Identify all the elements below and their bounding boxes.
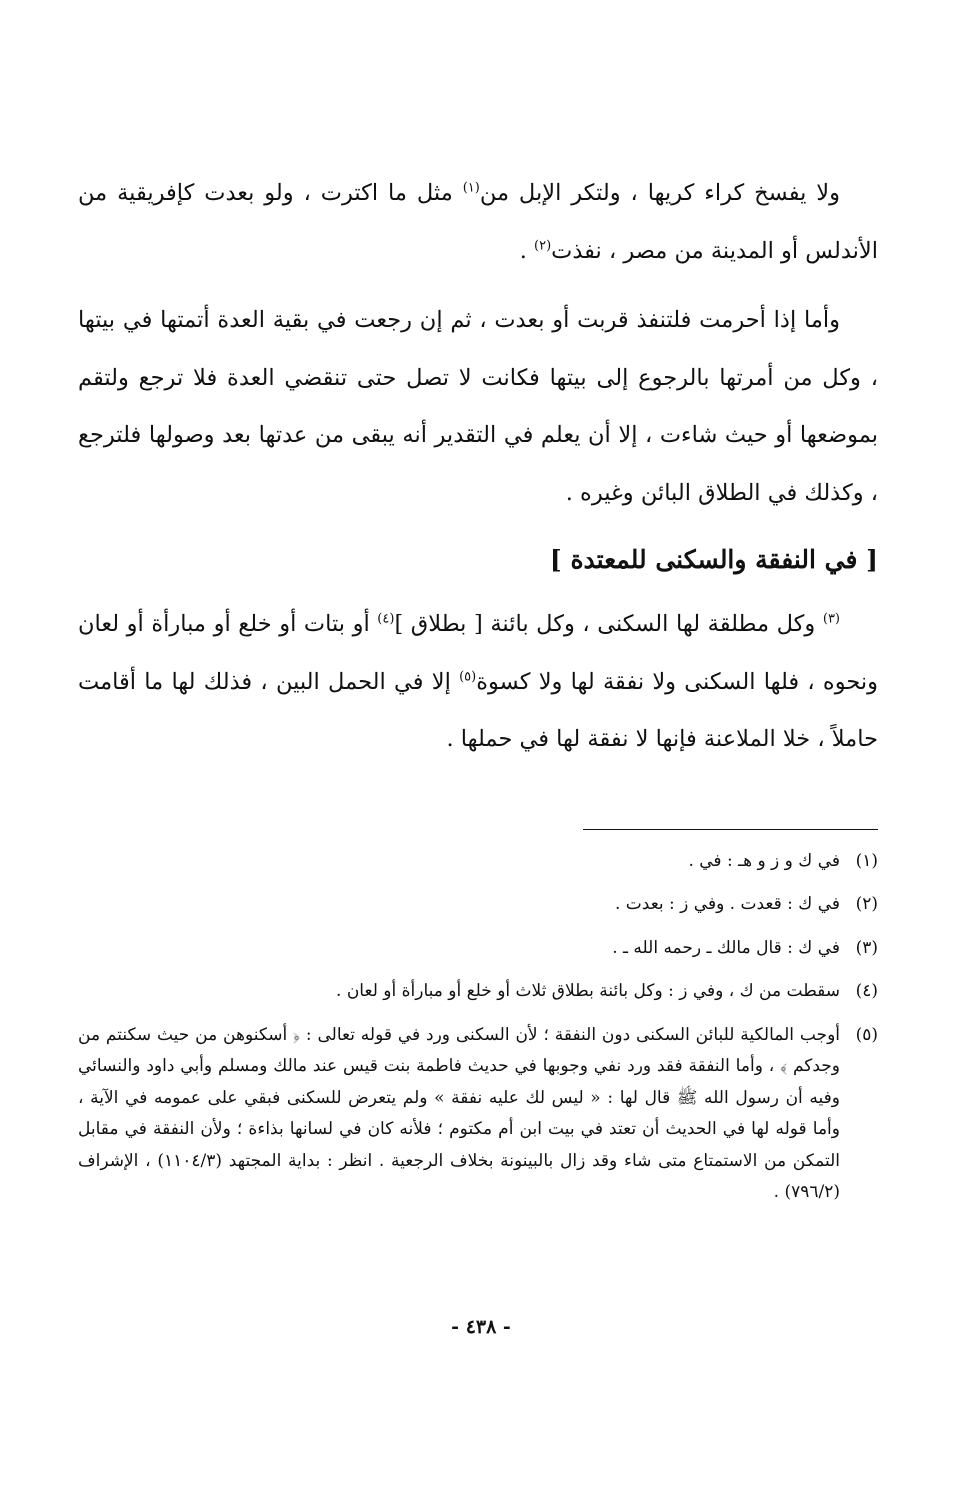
footnote-text: أوجب المالكية للبائن السكنى دون النفقة ؛ لأن السكنى ورد في قوله تعالى : ﴿ أسكنوهن من حيث سكنتم من وجدكم ﴾ ، وأما النفقة فقد ورد نفي وجوبها في حديث فاطمة بنت قيس عند مالك ومسلم وأبي داود والنسائي وفيه أن رسول الله ﷺ قال لها : « ليس لك عليه نفقة » ولم يتعرض للسكنى فبقي على عمومه في الآية ، وأما قوله لها في الحديث أن تعتد في بيت ابن أم مكتوم ؛ فلأنه كان في لسانها بذاءة ؛ ولأن النفقة في مقابل التمكن من الاستمتاع متى شاء وقد زال بالبينونة بخلاف الرجعية . انظر : بداية المجتهد (١١٠٤/٣) ، الإشراف (٧٩٦/٢) . [78, 1024, 840, 1202]
paragraph-1-part-c: . [519, 237, 535, 264]
paragraph-3-part-a: وكل مطلقة لها السكنى ، وكل بائنة [ بطلاق ] [394, 611, 823, 637]
paragraph-3 [78, 596, 878, 769]
page-content [78, 165, 878, 1465]
footnote-ref-3[interactable]: (٣) [822, 611, 840, 627]
footnote-number: (١) [855, 850, 878, 871]
footnote-5 [78, 1020, 878, 1209]
footnote-divider [583, 829, 878, 830]
paragraph-1-part-a: ولا يفسخ كراء كريها ، ولتكر الإبل من [479, 180, 840, 206]
footnote-text: في ك : قعدت . وفي ز : بعدت . [614, 894, 840, 914]
footnote-ref-4[interactable]: (٤) [377, 611, 395, 627]
paragraph-2: وأما إذا أحرمت فلتنفذ قربت أو بعدت ، ثم إن رجعت في بقية العدة أتمتها في بيتها ، وكل من أمرتها بالرجوع إلى بيتها فكانت لا تصل حتى تنقضي العدة فلا ترجع ولتقم بموضعها أو حيث شاءت ، إلا أن يعلم في التقدير أنه يبقى من عدتها بعد وصولها فلترجع ، وكذلك في الطلاق البائن وغيره . [78, 307, 878, 506]
footnote-1 [78, 846, 878, 878]
footnote-ref-5[interactable]: (٥) [459, 669, 477, 684]
footnote-number: (٥) [855, 1024, 878, 1045]
paragraph-3-part-b: أو بتات أو خلع أو مبارأة أو لعان ونحوه ، فلها السكنى ولا نفقة لها ولا كسوة [78, 611, 878, 695]
footnote-2 [78, 889, 878, 921]
footnote-4 [78, 976, 878, 1008]
page-number: - ٤٣٨ - [451, 1316, 511, 1338]
footnotes [78, 846, 878, 1209]
footnote-text: سقطت من ك ، وفي ز : وكل بائنة بطلاق ثلاث أو خلع أو مبارأة أو لعان . [336, 981, 840, 1001]
footnote-ref-2[interactable]: (٢) [534, 238, 552, 253]
paragraph-1 [78, 165, 878, 280]
footnote-3 [78, 933, 878, 965]
footnote-text: في ك : قال مالك ـ رحمه الله ـ . [612, 937, 840, 958]
footnote-number: (٤) [855, 981, 878, 1001]
footnote-number: (٣) [855, 937, 878, 958]
footnote-text: في ك و ز و هـ : في . [688, 850, 840, 871]
paragraph-1-part-b: مثل ما اكترت ، ولو بعدت كإفريقية من الأندلس أو المدينة من مصر ، نفذت [78, 180, 878, 264]
section-heading: [ في النفقة والسكنى للمعتدة ] [549, 545, 878, 574]
paragraph-3-part-c: إلا في الحمل البين ، فذلك لها ما أقامت حاملاً ، خلا الملاعنة فإنها لا نفقة لها في حملها . [78, 668, 878, 752]
footnote-ref-1[interactable]: (١) [462, 180, 480, 196]
footnote-number: (٢) [855, 894, 878, 914]
